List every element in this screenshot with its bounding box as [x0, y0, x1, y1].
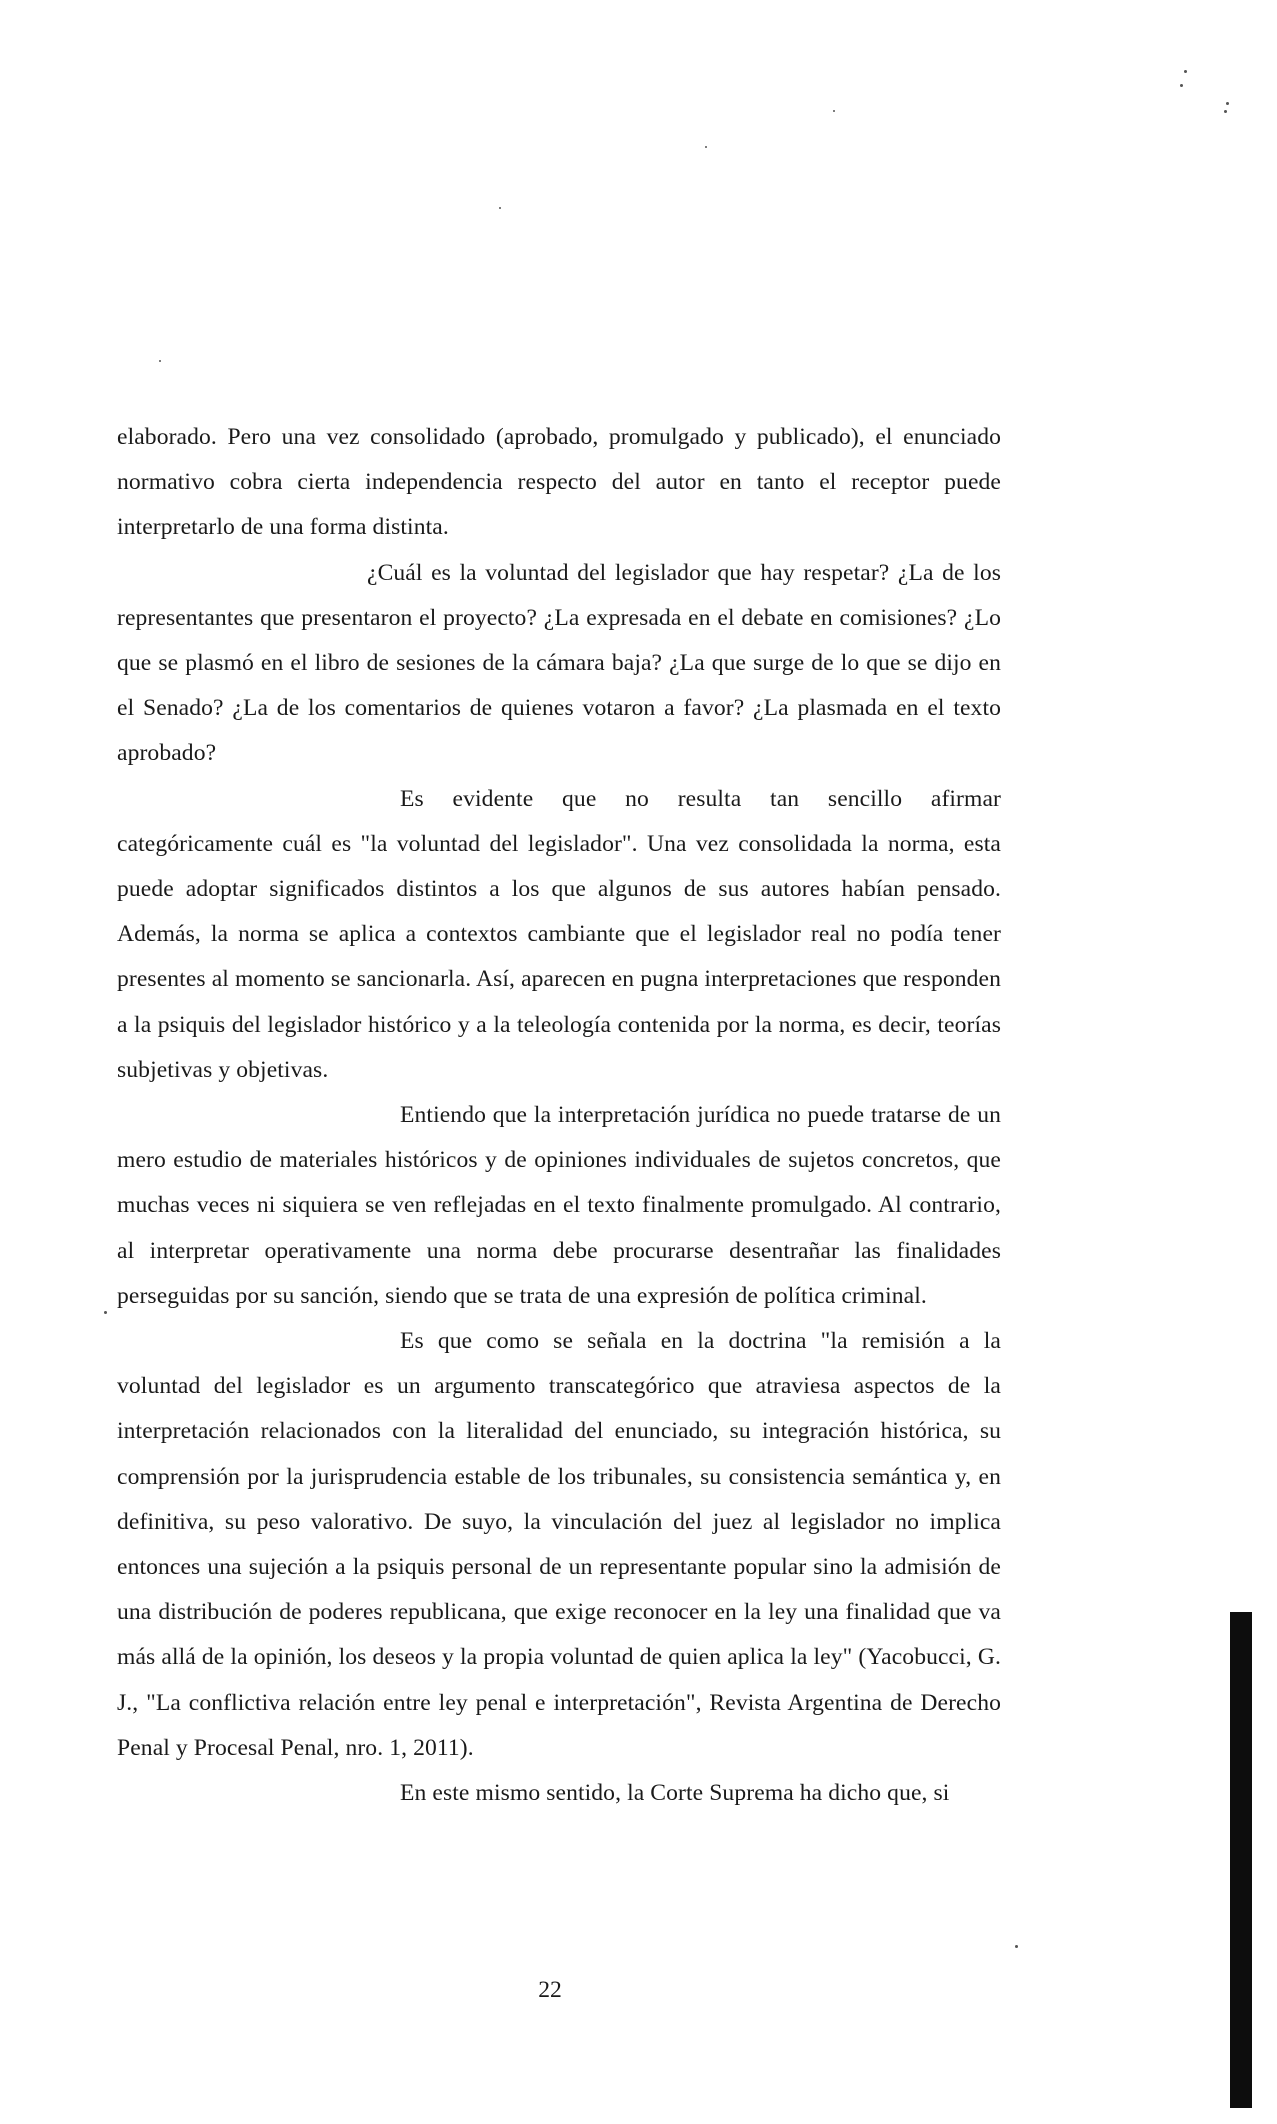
- scan-speck: [833, 110, 835, 112]
- paragraph-3: Es evidente que no resulta tan sencillo afirmar categóricamente cuál es "la voluntad del legislador". Una vez consolidada la norma, esta puede adoptar significados distintos a los que algunos de sus autores habían pensado. Además, la norma se aplica a contextos cambiante que el legislador real no podía tener presentes al momento se sancionarla. Así, aparecen en pugna interpretaciones que responden a la psiquis del legislador histórico y a la teleología contenida por la norma, es decir, teorías subjetivas y objetivas.: [117, 785, 1001, 1083]
- scan-speck: [159, 360, 161, 362]
- paragraph-6: En este mismo sentido, la Corte Suprema ha dicho que, si: [400, 1780, 950, 1807]
- page-number: 22: [538, 1977, 562, 2003]
- body-text: [117, 415, 1001, 1816]
- scan-speck: [499, 207, 501, 209]
- paragraph-5: Es que como se señala en la doctrina "la remisión a la voluntad del legislador es un argumento transcategórico que atraviesa aspectos de la interpretación relacionados con la literalidad del enunciado, su integración histórica, su comprensión por la jurisprudencia estable de los tribunales, su consistencia semántica y, en definitiva, su peso valorativo. De suyo, la vinculación del juez al legislador no implica entonces una sujeción a la psiquis personal de un representante popular sino la admisión de una distribución de poderes republicana, que exige reconocer en la ley una finalidad que va más allá de la opinión, los deseos y la propia voluntad de quien aplica la ley" (Yacobucci, G. J., "La conflictiva relación entre ley penal e interpretación", Revista Argentina de Derecho Penal y Procesal Penal, nro. 1, 2011).: [117, 1328, 1001, 1761]
- scan-speck: [1224, 110, 1227, 113]
- scan-speck: [1226, 102, 1229, 105]
- scan-speck: [1184, 70, 1187, 73]
- paragraph-4: Entiendo que la interpretación jurídica no puede tratarse de un mero estudio de materiales históricos y de opiniones individuales de sujetos concretos, que muchas veces ni siquiera se ven reflejadas en el texto finalmente promulgado. Al contrario, al interpretar operativamente una norma debe procurarse desentrañar las finalidades perseguidas por su sanción, siendo que se trata de una expresión de política criminal.: [117, 1102, 1001, 1309]
- paragraph-1: elaborado. Pero una vez consolidado (aprobado, promulgado y publicado), el enunciado normativo cobra cierta independencia respecto del autor en tanto el receptor puede interpretarlo de una forma distinta.: [117, 424, 1001, 541]
- scan-speck: [104, 1311, 107, 1314]
- margin-mark: [1230, 1612, 1252, 2108]
- scan-speck: [1180, 84, 1183, 87]
- scan-speck: [1015, 1945, 1018, 1948]
- scan-speck: [705, 146, 707, 148]
- paragraph-2: ¿Cuál es la voluntad del legislador que hay respetar? ¿La de los representantes que presentaron el proyecto? ¿La expresada en el debate en comisiones? ¿Lo que se plasmó en el libro de sesiones de la cámara baja? ¿La que surge de lo que se dijo en el Senado? ¿La de los comentarios de quienes votaron a favor? ¿La plasmada en el texto aprobado?: [117, 559, 1001, 767]
